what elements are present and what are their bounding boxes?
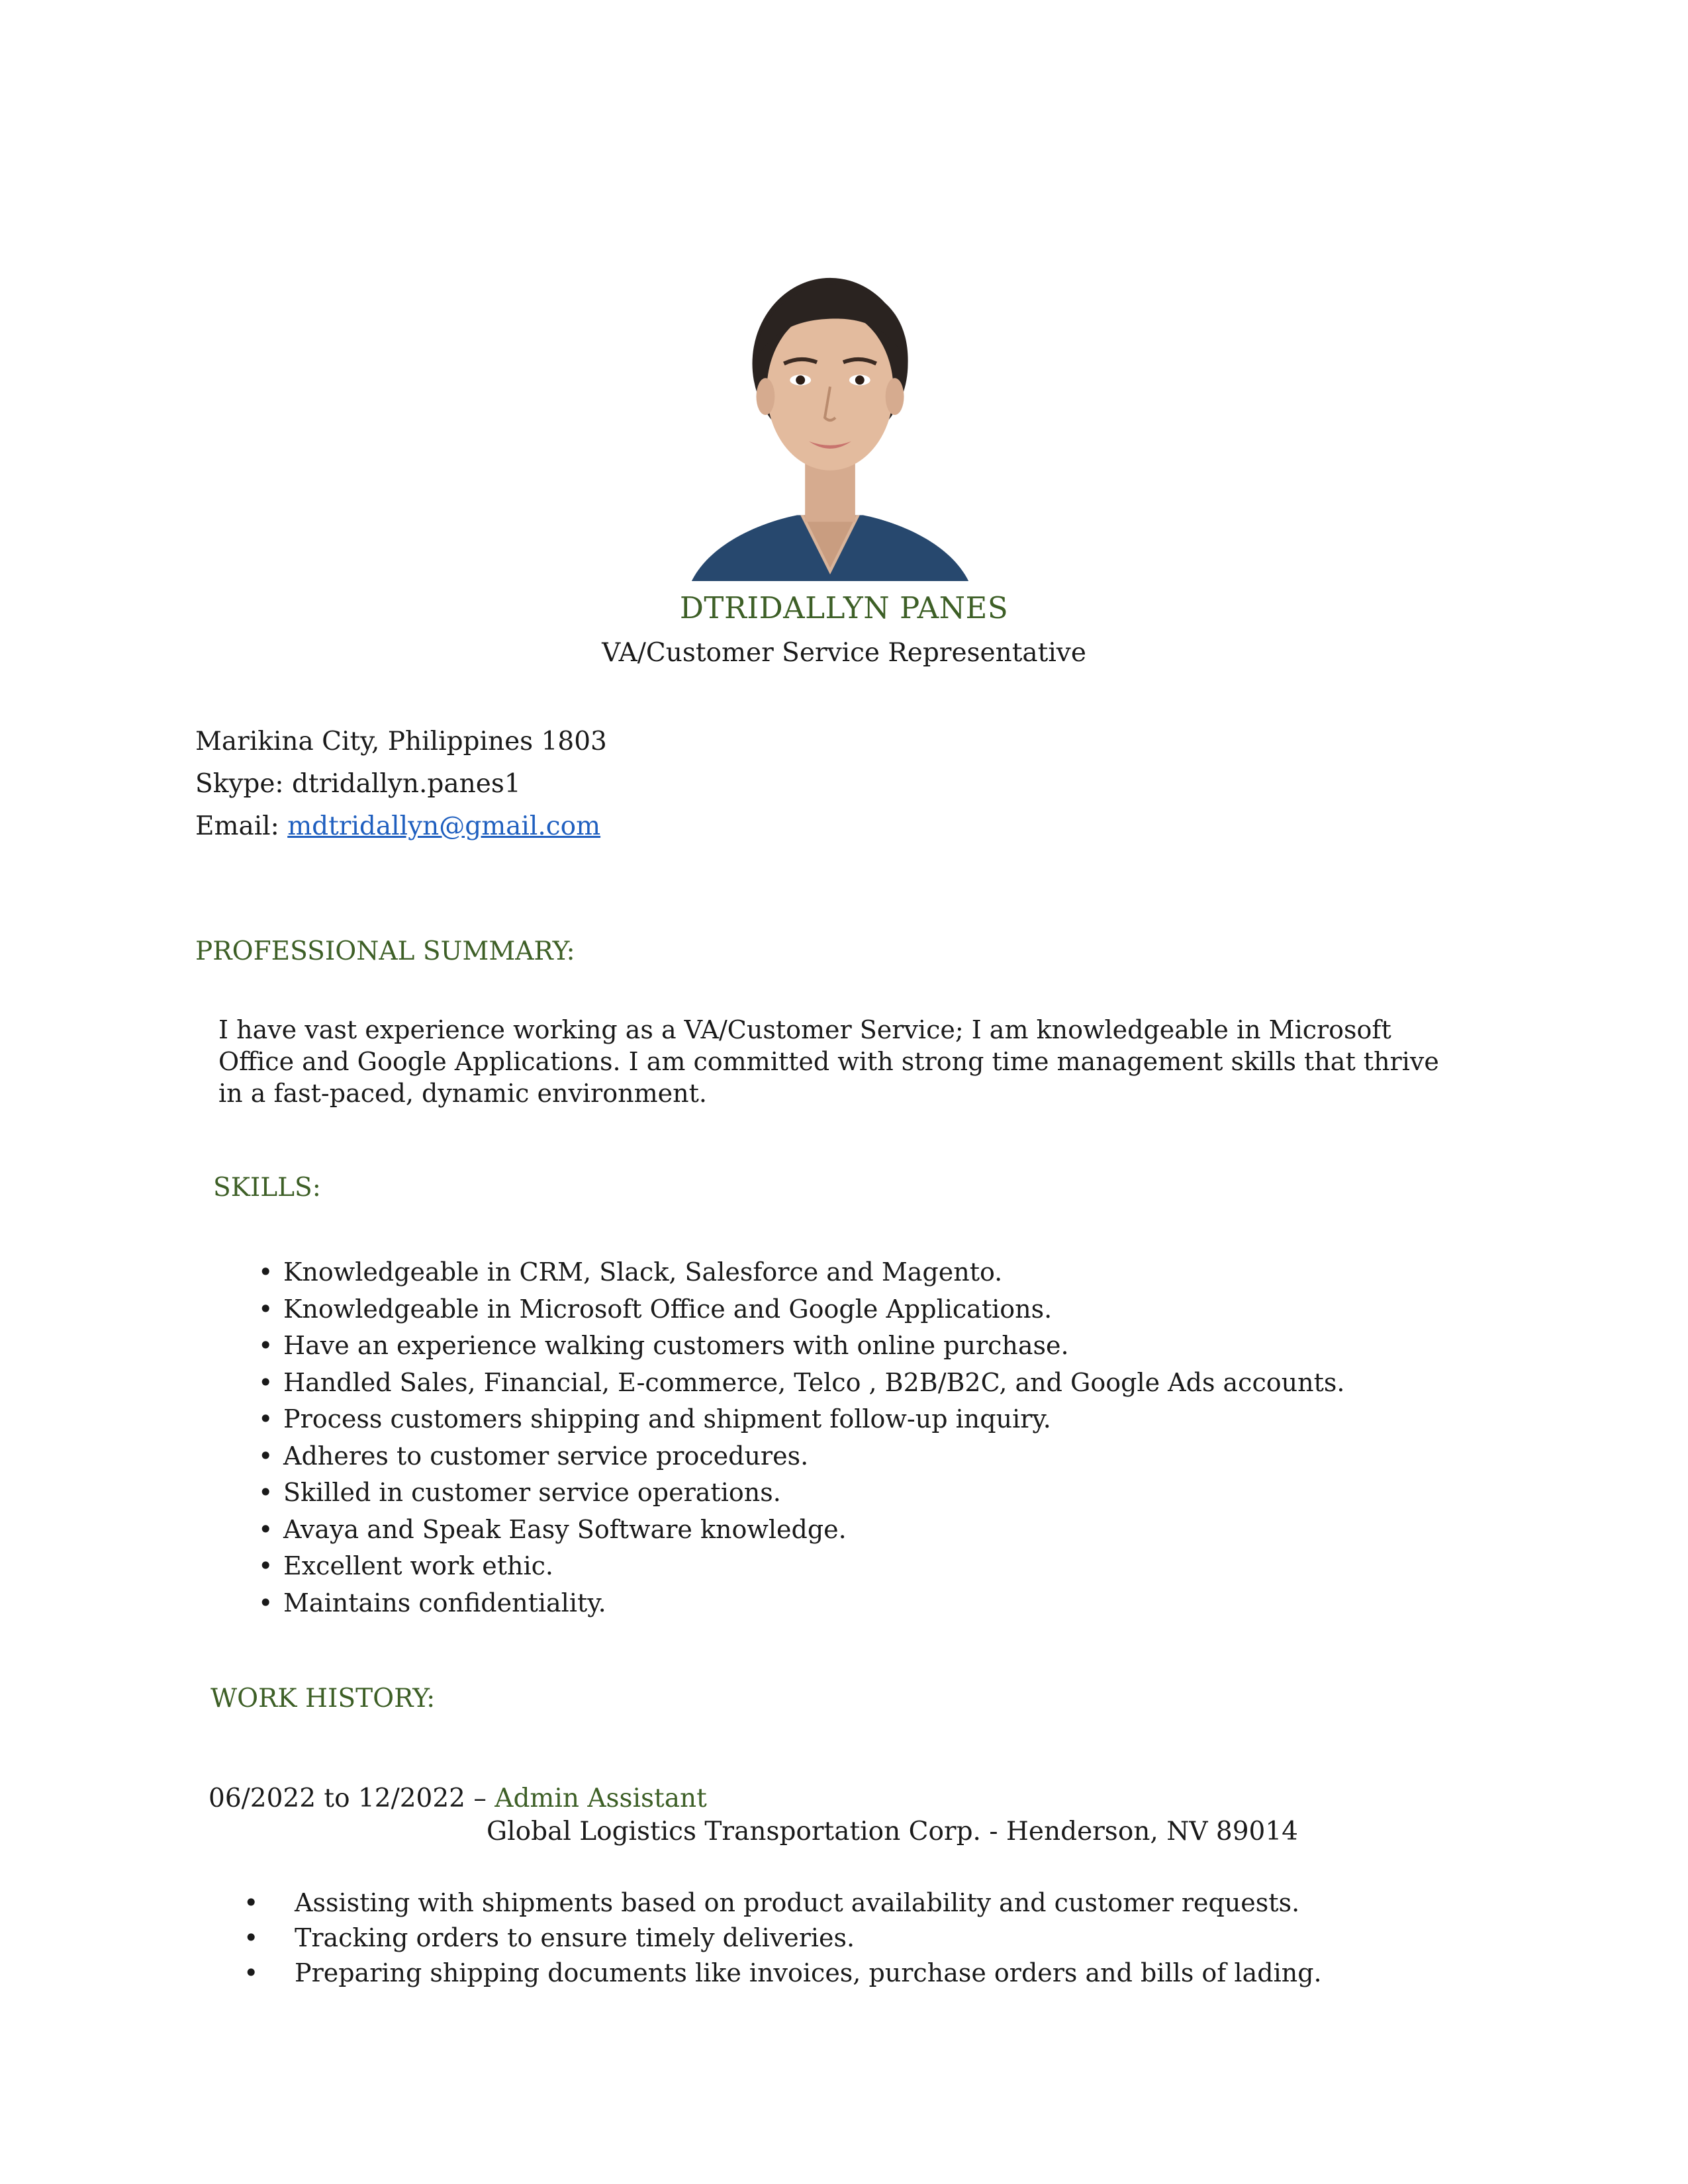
skill-text: Process customers shipping and shipment follow-up inquiry. — [283, 1404, 1051, 1433]
skill-item — [258, 1475, 1383, 1512]
job-duties-list — [238, 1886, 1496, 1991]
profile-photo — [665, 265, 995, 581]
duty-text: Tracking orders to ensure timely deliveries. — [295, 1923, 855, 1952]
bullet: • — [258, 1294, 273, 1324]
skill-item — [258, 1365, 1383, 1402]
candidate-role: VA/Customer Service Representative — [602, 638, 1086, 668]
skill-text: Maintains confidentiality. — [283, 1588, 606, 1617]
skill-text: Have an experience walking customers with online purchase. — [283, 1331, 1069, 1360]
email-link[interactable]: mdtridallyn@gmail.com — [287, 811, 601, 841]
skill-text: Skilled in customer service operations. — [283, 1478, 781, 1507]
contact-skype: Skype: dtridallyn.panes1 — [195, 769, 521, 799]
summary-text: I have vast experience working as a VA/Customer Service; I am knowledgeable in Microsoft Office and Google Applications. I am committed with strong time management skills that thrive in a fast-paced, dynamic environment. — [218, 1015, 1439, 1108]
skill-text: Knowledgeable in CRM, Slack, Salesforce and Magento. — [283, 1257, 1003, 1287]
job-company: Global Logistics Transportation Corp. - Henderson, NV 89014 — [487, 1817, 1298, 1846]
bullet: • — [258, 1478, 273, 1507]
duty-item — [238, 1956, 1496, 1991]
skill-text: Adheres to customer service procedures. — [283, 1441, 809, 1471]
skill-text: Handled Sales, Financial, E-commerce, Telco , B2B/B2C, and Google Ads accounts. — [283, 1367, 1345, 1397]
bullet: • — [258, 1404, 273, 1433]
work-heading: WORK HISTORY: — [211, 1684, 436, 1713]
bullet: • — [258, 1514, 273, 1544]
bullet: • — [258, 1588, 273, 1617]
skill-text: Knowledgeable in Microsoft Office and Google Applications. — [283, 1294, 1053, 1324]
skill-item — [258, 1328, 1383, 1365]
skills-heading: SKILLS: — [213, 1173, 321, 1203]
skill-text: Excellent work ethic. — [283, 1551, 553, 1580]
job-dates: 06/2022 to 12/2022 – — [209, 1784, 495, 1813]
bullet: • — [258, 1257, 273, 1287]
bullet: • — [258, 1367, 273, 1397]
bullet: • — [244, 1888, 259, 1917]
contact-email-label: Email: — [195, 811, 288, 841]
duty-item — [238, 1886, 1496, 1921]
skill-item — [258, 1512, 1383, 1549]
bullet: • — [258, 1331, 273, 1360]
skill-item — [258, 1438, 1383, 1475]
contact-email-row — [195, 811, 600, 841]
candidate-name: DTRIDALLYN PANES — [679, 590, 1009, 625]
bullet: • — [258, 1441, 273, 1471]
job-header — [209, 1784, 707, 1813]
job-title: Admin Assistant — [494, 1784, 707, 1813]
skill-item — [258, 1548, 1383, 1585]
contact-address: Marikina City, Philippines 1803 — [195, 727, 607, 756]
skill-item — [258, 1254, 1383, 1291]
skill-text: Avaya and Speak Easy Software knowledge. — [283, 1514, 847, 1544]
skill-item — [258, 1585, 1383, 1622]
summary-heading: PROFESSIONAL SUMMARY: — [195, 936, 575, 966]
bullet: • — [244, 1923, 259, 1952]
duty-text: Preparing shipping documents like invoices, purchase orders and bills of lading. — [295, 1958, 1322, 1987]
skills-list — [258, 1254, 1383, 1621]
duty-text: Assisting with shipments based on product availability and customer requests. — [295, 1888, 1300, 1917]
bullet: • — [258, 1551, 273, 1580]
skill-item — [258, 1291, 1383, 1328]
duty-item — [238, 1921, 1496, 1956]
bullet: • — [244, 1958, 259, 1987]
skill-item — [258, 1401, 1383, 1438]
